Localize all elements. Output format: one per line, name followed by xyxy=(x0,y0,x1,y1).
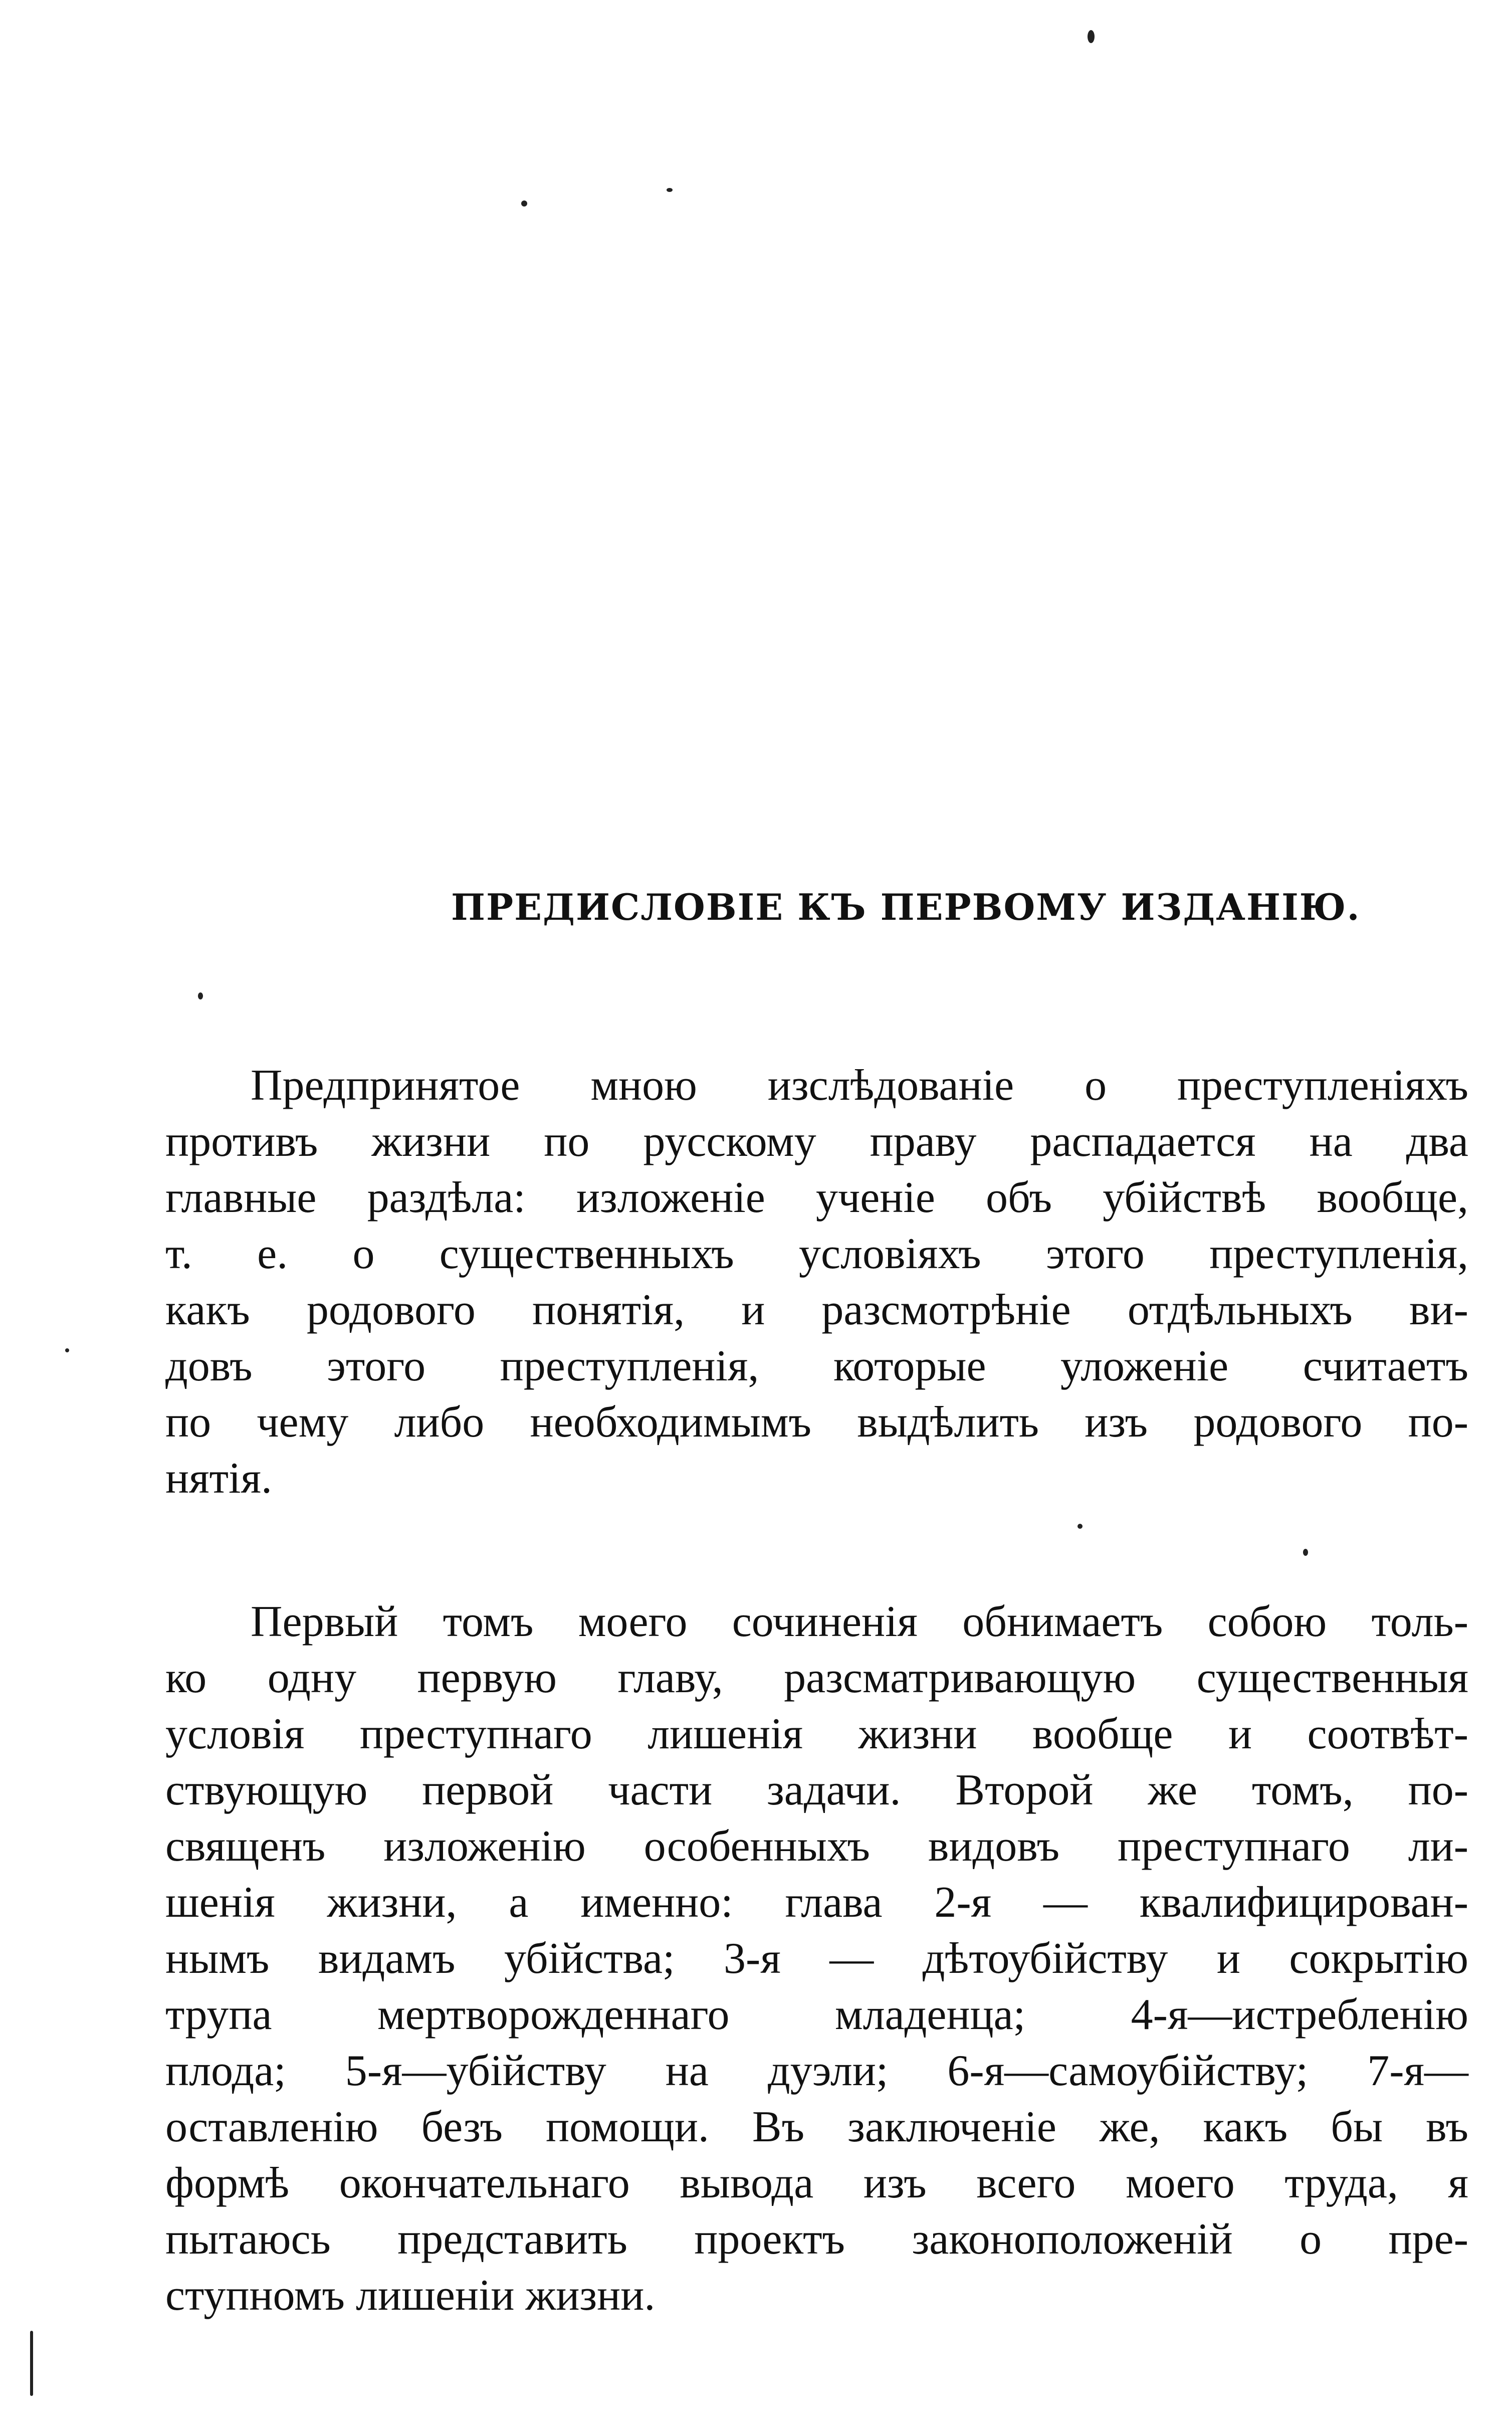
text-line: условія преступнаго лишенія жизни вообще и соотвѣт- xyxy=(165,1710,1468,1758)
text-line: главные раздѣла: изложеніе ученіе объ убійствѣ вообще, xyxy=(165,1173,1468,1222)
text-line: священъ изложенію особенныхъ видовъ преступнаго ли- xyxy=(165,1822,1468,1871)
text-line: т. е. о существенныхъ условіяхъ этого преступленія, xyxy=(165,1230,1468,1278)
paragraph-2 xyxy=(165,1594,1468,2324)
text-line: Предпринятое мною изслѣдованіе о преступленіяхъ xyxy=(251,1061,1468,1110)
scan-speck xyxy=(521,200,527,207)
text-line: довъ этого преступленія, которые уложеніе считаетъ xyxy=(165,1342,1468,1390)
text-line: формѣ окончательнаго вывода изъ всего моего труда, я xyxy=(165,2159,1468,2207)
text-line: нятія. xyxy=(165,1454,272,1503)
text-line: какъ родового понятія, и разсмотрѣніе отдѣльныхъ ви- xyxy=(165,1286,1468,1334)
text-line: оставленію безъ помощи. Въ заключеніе же, какъ бы въ xyxy=(165,2103,1468,2151)
scan-speck xyxy=(1077,1524,1083,1529)
text-line: плода; 5-я—убійству на дуэли; 6-я—самоубійству; 7-я— xyxy=(165,2047,1468,2095)
scan-speck xyxy=(198,992,203,999)
scan-speck xyxy=(667,188,673,192)
scan-speck xyxy=(1088,30,1095,43)
text-line: ступномъ лишеніи жизни. xyxy=(165,2271,656,2320)
text-line: Первый томъ моего сочиненія обнимаетъ собою толь- xyxy=(251,1597,1468,1646)
text-line: нымъ видамъ убійства; 3-я — дѣтоубійству и сокрытію xyxy=(165,1934,1468,1983)
page-title: ПРЕДИСЛОВІЕ КЪ ПЕРВОМУ ИЗДАНІЮ. xyxy=(451,886,1361,928)
scan-speck xyxy=(30,2331,33,2396)
text-line: пытаюсь представить проектъ законоположеній о пре- xyxy=(165,2215,1468,2264)
scan-speck xyxy=(65,1348,69,1352)
paragraph-1 xyxy=(165,1058,1468,1507)
text-line: трупа мертворожденнаго младенца; 4-я—истребленію xyxy=(165,1990,1468,2039)
text-line: по чему либо необходимымъ выдѣлить изъ родового по- xyxy=(165,1398,1468,1447)
text-line: ствующую первой части задачи. Второй же томъ, по- xyxy=(165,1766,1468,1814)
text-line: шенія жизни, а именно: глава 2-я — квалифицирован- xyxy=(165,1878,1468,1927)
text-line: ко одну первую главу, разсматривающую существенныя xyxy=(165,1654,1468,1702)
text-line: противъ жизни по русскому праву распадается на два xyxy=(165,1117,1468,1166)
scan-speck xyxy=(1303,1549,1308,1556)
